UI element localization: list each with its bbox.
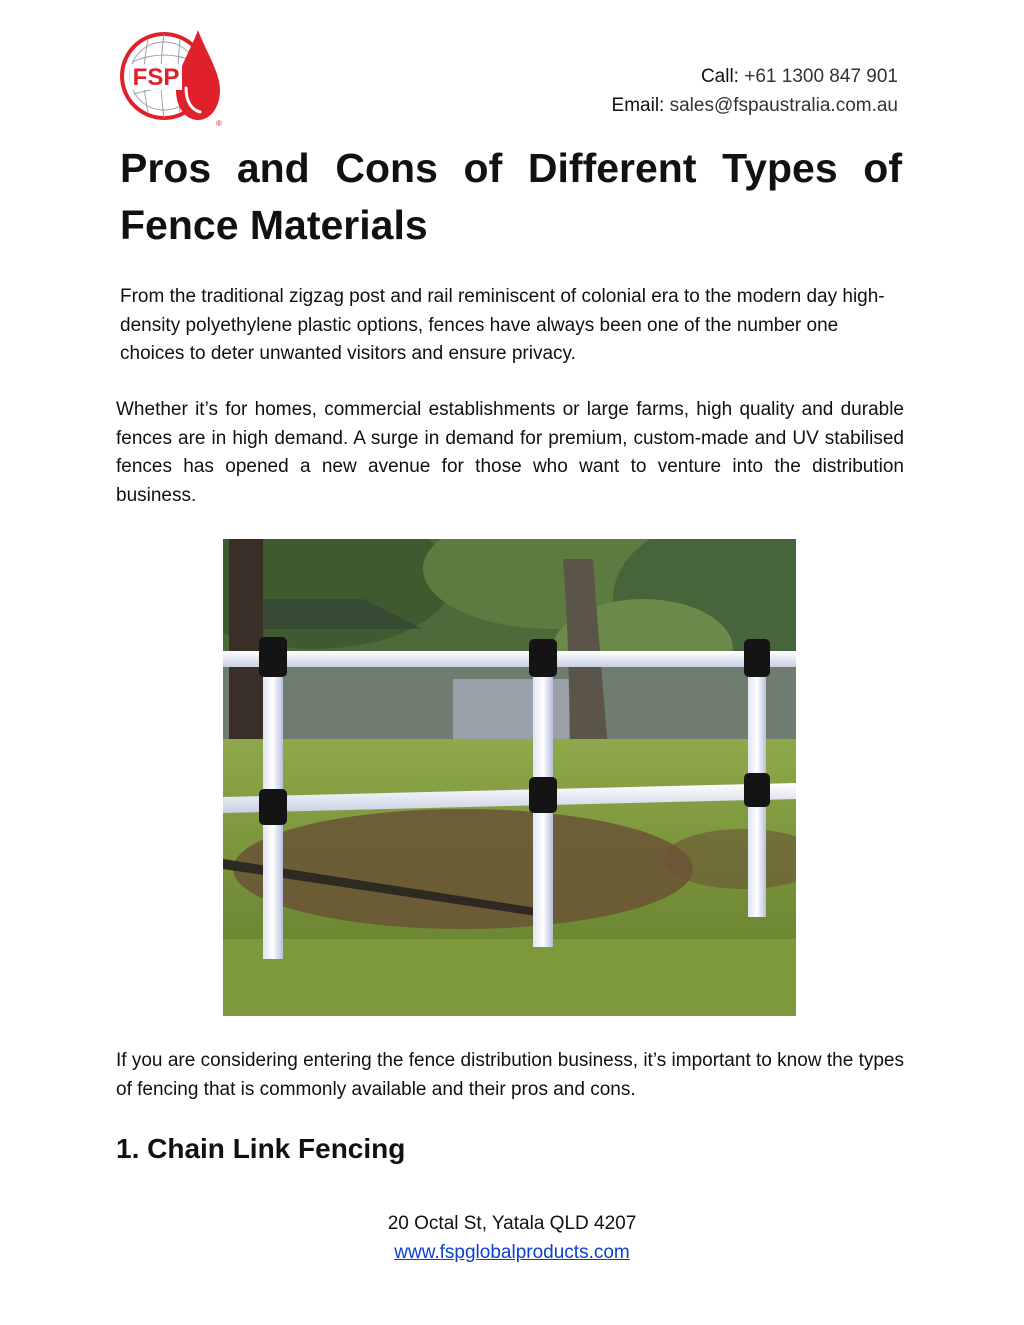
intro-paragraph: From the traditional zigzag post and rail reminiscent of colonial era to the modern day high-density polyethylene plastic options, fences have always been one of the number one choices to deter unwanted visitors and ensure privacy. (120, 286, 885, 364)
page-title: Pros and Cons of Different Types of Fence Materials (120, 145, 902, 248)
phone-label: Call: (700, 66, 739, 87)
logo-text: FSP (132, 64, 180, 91)
body-paragraph: Whether it’s for homes, commercial establishments or large farms, high quality and durable fences are in high demand. A surge in demand for premium, custom-made and UV stabilised fences has opened a new avenue for those who want to venture into the distribution business. (116, 399, 904, 506)
svg-text:®: ® (216, 119, 222, 128)
phone-line (612, 62, 898, 91)
section-heading: 1. Chain Link Fencing (116, 1133, 406, 1164)
body-paragraph: If you are considering entering the fence distribution business, it’s important to know the types of fencing that is commonly available and their pros and cons. (116, 1050, 904, 1100)
contact-block (612, 62, 898, 120)
page-footer (0, 1209, 1024, 1267)
email-line (612, 91, 898, 120)
footer-address: 20 Octal St, Yatala QLD 4207 (387, 1213, 637, 1234)
fence-photo (223, 539, 796, 1016)
phone-number[interactable]: +61 1300 847 901 (744, 66, 898, 87)
website-link[interactable]: www.fspglobalproducts.com (394, 1242, 630, 1263)
fsp-logo (118, 22, 224, 130)
email-label: Email: (611, 95, 665, 116)
email-address[interactable]: sales@fspaustralia.com.au (669, 95, 898, 116)
